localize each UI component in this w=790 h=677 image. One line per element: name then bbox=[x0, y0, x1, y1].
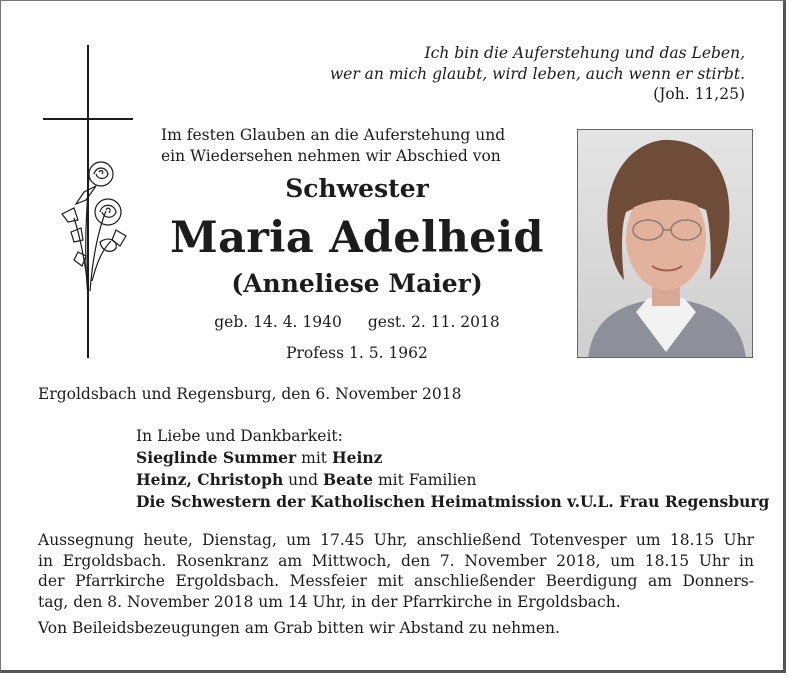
intro-text bbox=[161, 125, 561, 167]
portrait-photo bbox=[577, 129, 753, 358]
bible-quote bbox=[330, 43, 745, 85]
info-line-4: tag, den 8. November 2018 um 14 Uhr, in der Pfarrkirche in Ergoldsbach. bbox=[38, 592, 621, 611]
mourner-line-3: Die Schwestern der Katholischen Heimatmission v.U.L. Frau Regensburg bbox=[136, 492, 770, 511]
deceased-alias: (Anneliese Maier) bbox=[231, 269, 483, 298]
mourner-line-1: Sieglinde Summer mit Heinz bbox=[136, 448, 383, 467]
info-line-2: in Ergoldsbach. Rosenkranz am Mittwoch, den 7. November 2018, um 18.15 Uhr in bbox=[38, 551, 754, 570]
birth-date: geb. 14. 4. 1940 bbox=[214, 313, 342, 331]
intro-line-1: Im festen Glauben an die Auferstehung und bbox=[161, 126, 506, 144]
life-dates bbox=[161, 313, 553, 331]
deceased-title: Schwester bbox=[285, 174, 429, 203]
intro-line-2: ein Wiedersehen nehmen wir Abschied von bbox=[161, 147, 501, 165]
info-line-3: der Pfarrkirche Ergoldsbach. Messfeier mit anschließender Beerdigung am Donners- bbox=[38, 572, 754, 591]
place-and-date: Ergoldsbach und Regensburg, den 6. November 2018 bbox=[38, 385, 462, 403]
funeral-info bbox=[38, 530, 754, 612]
mourners-block bbox=[136, 426, 769, 513]
thanks-heading: In Liebe und Dankbarkeit: bbox=[136, 427, 343, 445]
quote-line-1: Ich bin die Auferstehung und das Leben, bbox=[424, 44, 745, 62]
deceased-name: Maria Adelheid bbox=[170, 213, 544, 263]
closing-note: Von Beileidsbezeugungen am Grab bitten wir Abstand zu nehmen. bbox=[38, 619, 560, 637]
profess-date: Profess 1. 5. 1962 bbox=[286, 344, 428, 362]
quote-reference: (Joh. 11,25) bbox=[653, 85, 745, 103]
death-date: gest. 2. 11. 2018 bbox=[367, 313, 500, 331]
quote-line-2: wer an mich glaubt, wird leben, auch wenn er stirbt. bbox=[329, 65, 745, 83]
mourner-line-2: Heinz, Christoph und Beate mit Familien bbox=[136, 470, 477, 489]
roses-icon bbox=[56, 156, 131, 301]
info-line-1: Aussegnung heute, Dienstag, um 17.45 Uhr, anschließend Totenvesper um 18.15 Uhr bbox=[38, 531, 754, 549]
